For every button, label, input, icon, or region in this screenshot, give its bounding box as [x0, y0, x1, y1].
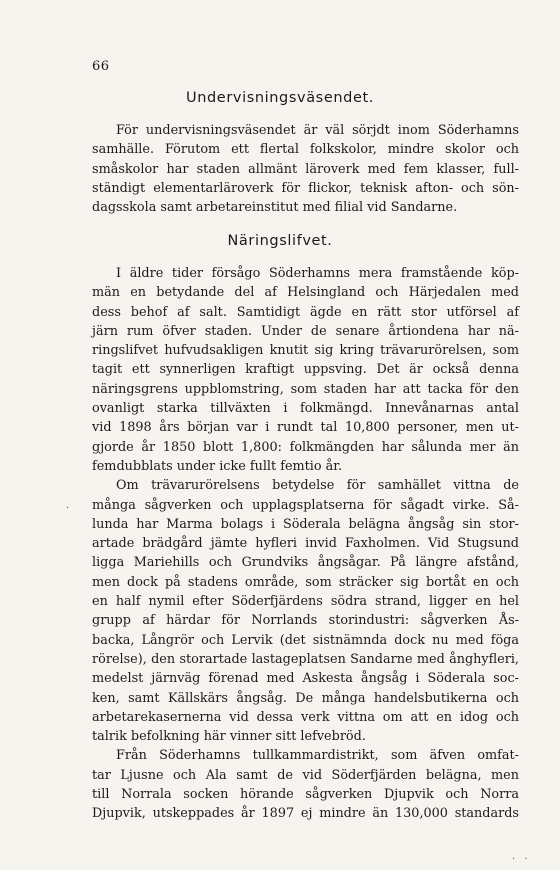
text-line: tar Ljusne och Ala samt de vid Söderfjärden belägna, men: [92, 767, 519, 783]
text-line: en half nymil efter Söderfjärdens södra strand, ligger en hel: [92, 594, 519, 610]
section-heading-naringslifvet: Näringslifvet.: [227, 233, 333, 249]
text-line: lunda har Marma bolags i Söderala belägna ångsåg sin stor-: [92, 516, 519, 532]
text-line: backa, Långrör och Lervik (det sistnämnda dock nu med föga: [92, 632, 519, 648]
text-line: arbetarekasernerna vid dessa verk vittna om att en idog och: [92, 709, 519, 725]
text-line: medelst järnväg förenad med Askesta ångsåg i Söderala soc-: [92, 671, 519, 687]
corner-mark: · ·: [512, 854, 531, 865]
text-line: Djupvik, utskeppades år 1897 ej mindre än 130,000 standards: [92, 806, 519, 822]
text-line: järn rum öfver staden. Under de senare årtiondena har nä-: [92, 323, 519, 339]
text-line: till Norrala socken hörande sågverken Djupvik och Norra: [92, 787, 519, 803]
text-line: grupp af härdar för Norrlands storindustri: sågverken Ås-: [92, 613, 519, 629]
text-line: näringsgrens uppblomstring, som staden har att tacka för den: [92, 381, 519, 397]
section-body-undervisningsvasendet: [92, 121, 519, 217]
page-number: 66: [92, 59, 110, 74]
text-line: många sågverken och upplagsplatserna för sågadt virke. Så-: [92, 497, 519, 513]
text-line: tagit ett synnerligen kraftigt uppsving. Det är också denna: [92, 362, 519, 378]
text-line: småskolor har staden allmänt läroverk med fem klasser, full-: [92, 161, 519, 177]
text-line: I äldre tider försågo Söderhamns mera framstående köp-: [116, 266, 519, 281]
text-line: dess behof af salt. Samtidigt ägde en rätt stor utförsel af: [92, 304, 519, 320]
text-line: Från Söderhamns tullkammardistrikt, som äfven omfat-: [116, 748, 519, 764]
text-line: femdubblats under icke fullt femtio år.: [92, 458, 343, 474]
text-line: men dock på stadens område, som sträcker sig bortåt en och: [92, 574, 519, 590]
section-heading-undervisningsvasendet: Undervisningsväsendet.: [186, 90, 374, 106]
text-line: talrik befolkning här vinner sitt lefvebröd.: [92, 729, 366, 745]
text-line: ständigt elementarläroverk för flickor, teknisk afton- och sön-: [92, 180, 519, 196]
text-line: män en betydande del af Helsingland och Härjedalen med: [92, 285, 519, 301]
text-line: artade brädgård jämte hyfleri invid Faxholmen. Vid Stugsund: [92, 536, 519, 552]
text-line: ligga Mariehills och Grundviks ångsågar. På längre afstånd,: [92, 555, 519, 571]
text-line: vid 1898 års början var i rundt tal 10,800 personer, men ut-: [92, 420, 519, 436]
text-line: samhälle. Förutom ett flertal folkskolor, mindre skolor och: [92, 142, 519, 158]
text-line: ovanligt starka tillväxten i folkmängd. Innevånarnas antal: [92, 401, 519, 417]
text-line: ken, samt Källskärs ångsåg. De många handelsbutikerna och: [92, 690, 519, 706]
text-line: gjorde år 1850 blott 1,800: folkmängden har sålunda mer än: [92, 439, 519, 455]
margin-mark: ·: [66, 503, 70, 514]
text-line: rörelse), den storartade lastageplatsen Sandarne med ånghyfleri,: [92, 651, 519, 667]
text-line: För undervisningsväsendet är väl sörjdt inom Söderhamns: [116, 123, 519, 138]
text-line: ringslifvet hufvudsakligen knutit sig kring trävarurörelsen, som: [92, 343, 519, 359]
text-line: dagsskola samt arbetareinstitut med filial vid Sandarne.: [92, 200, 458, 216]
text-line: Om trävarurörelsens betydelse för samhället vittna de: [116, 478, 519, 494]
section-body-naringslifvet: [92, 264, 519, 824]
